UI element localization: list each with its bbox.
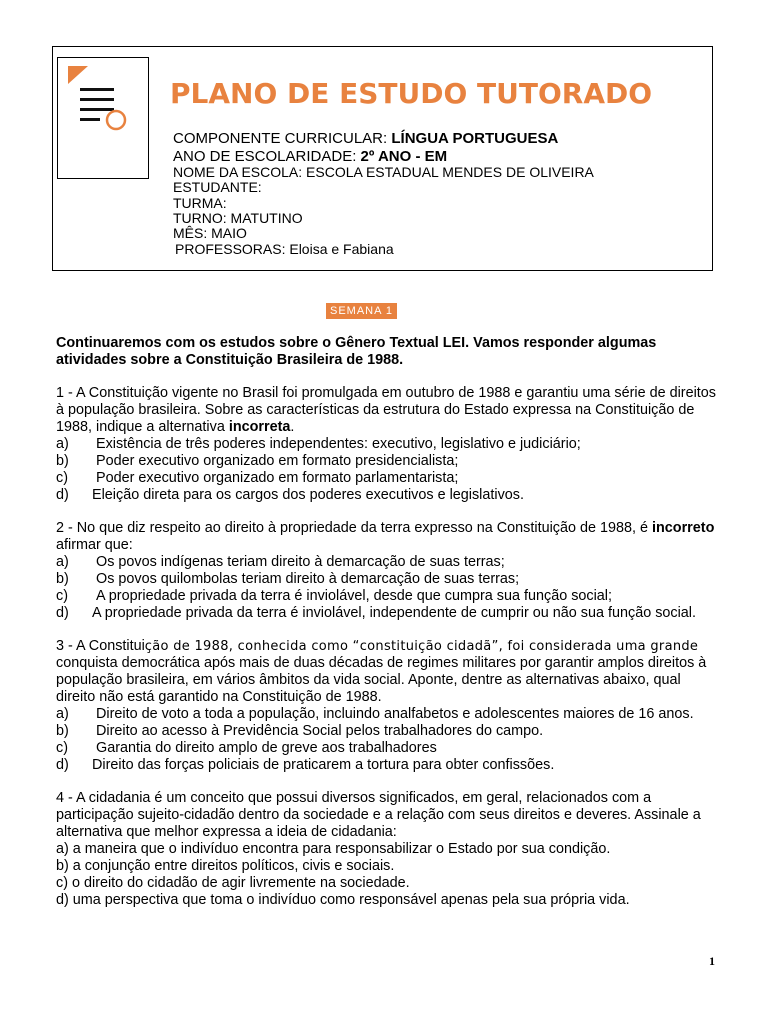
- ano-value: 2º ANO - EM: [360, 148, 448, 165]
- professoras-line: PROFESSORAS: Eloisa e Fabiana: [175, 241, 394, 257]
- option-letter: b): [56, 571, 69, 587]
- option-text: Garantia do direito amplo de greve aos trabalhadores: [96, 740, 437, 756]
- question-2: [56, 520, 716, 622]
- question-3-stem-rest: conquista democrática após mais de duas décadas de regimes militares por garantir amplos direitos à população brasileira, em vários âmbitos da vida social. Aponte, dentre as alternativas abaixo, qual direito não está garantido na Constituição de 1988.: [56, 655, 707, 705]
- option-letter: a): [56, 436, 69, 452]
- question-2-option-a: [56, 554, 716, 571]
- option-letter: a): [56, 706, 69, 722]
- option-letter: c): [56, 470, 68, 486]
- option-text: Poder executivo organizado em formato parlamentarista;: [96, 470, 459, 486]
- question-1-option-d: [56, 487, 716, 504]
- question-1-stem: [56, 385, 716, 436]
- turno-line: TURNO: MATUTINO: [173, 210, 303, 226]
- option-letter: b): [56, 723, 69, 739]
- question-3-stem: [56, 638, 716, 706]
- option-letter: d): [56, 487, 69, 503]
- question-2-stem-text: 2 - No que diz respeito ao direito à propriedade da terra expresso na Constituição de 1988, é: [56, 520, 652, 536]
- header-box: [52, 46, 713, 271]
- question-1-stem-bold: incorreta: [228, 419, 291, 435]
- question-3-option-d: [56, 757, 716, 774]
- componente-label: COMPONENTE CURRICULAR:: [173, 130, 392, 147]
- option-letter: c): [56, 588, 68, 604]
- option-text: Direito das forças policiais de praticarem a tortura para obter confissões.: [92, 757, 555, 773]
- option-text: Os povos indígenas teriam direito à demarcação de suas terras;: [96, 554, 505, 570]
- option-letter: a): [56, 554, 69, 570]
- estudante-line: ESTUDANTE:: [173, 179, 262, 195]
- option-text: Direito de voto a toda a população, incluindo analfabetos e adolescentes maiores de 16 anos.: [96, 706, 694, 722]
- question-2-stem: [56, 520, 716, 554]
- question-1-stem-text: 1 - A Constituição vigente no Brasil foi promulgada em outubro de 1988 e garantiu uma série de direitos à população brasileira. Sobre as características da estrutura do Estado expressa na Constituição de 1988, indique a alternativa: [56, 385, 716, 435]
- question-3-option-a: [56, 706, 716, 723]
- option-text: A propriedade privada da terra é inviolável, independente de cumprir ou não sua função social.: [92, 605, 696, 621]
- option-text: Os povos quilombolas teriam direito à demarcação de suas terras;: [96, 571, 520, 587]
- option-text: Existência de três poderes independentes: executivo, legislativo e judiciário;: [96, 436, 581, 452]
- question-2-option-c: [56, 588, 716, 605]
- question-4-option-d: d) uma perspectiva que toma o indivíduo como responsável apenas pela sua própria vida.: [56, 892, 630, 908]
- option-letter: d): [56, 757, 69, 773]
- question-1: [56, 385, 716, 504]
- turma-line: TURMA:: [173, 195, 227, 211]
- question-3-option-b: [56, 723, 716, 740]
- week-tag: SEMANA 1: [326, 303, 397, 319]
- ano-label: ANO DE ESCOLARIDADE:: [173, 148, 361, 165]
- question-1-option-b: [56, 453, 716, 470]
- option-text: Poder executivo organizado em formato presidencialista;: [96, 453, 459, 469]
- intro-paragraph: Continuaremos com os estudos sobre o Gênero Textual LEI. Vamos responder algumas atividades sobre a Constituição Brasileira de 1988.: [56, 335, 657, 368]
- document-icon: [57, 57, 149, 179]
- question-1-option-a: [56, 436, 716, 453]
- question-2-option-d: [56, 605, 716, 622]
- option-letter: d): [56, 605, 69, 621]
- mes-line: MÊS: MAIO: [173, 225, 247, 241]
- document-body: [56, 335, 716, 925]
- page-number: 1: [709, 954, 715, 968]
- question-4-stem: 4 - A cidadania é um conceito que possui diversos significados, em geral, relacionados com a participação sujeito-cidadão dentro da sociedade e a relação com seus direitos e deveres. Assinale a alternativa que melhor expressa a ideia de cidadania:: [56, 790, 701, 840]
- componente-value: LÍNGUA PORTUGUESA: [391, 130, 559, 147]
- question-4-option-a: a) a maneira que o indivíduo encontra para responsabilizar o Estado por sua condição.: [56, 841, 611, 857]
- option-letter: b): [56, 453, 69, 469]
- question-4-option-c: c) o direito do cidadão de agir livremente na sociedade.: [56, 875, 410, 891]
- option-letter: c): [56, 740, 68, 756]
- question-2-stem-bold: incorreto: [651, 520, 715, 536]
- question-1-stem-end: .: [290, 419, 295, 435]
- question-3-option-c: [56, 740, 716, 757]
- option-text: Eleição direta para os cargos dos poderes executivos e legislativos.: [92, 487, 524, 503]
- escola-line: NOME DA ESCOLA: ESCOLA ESTADUAL MENDES DE OLIVEIRA: [173, 164, 594, 180]
- ano-line: [173, 148, 447, 165]
- question-3: [56, 638, 716, 774]
- page-title: PLANO DE ESTUDO TUTORADO: [170, 77, 653, 110]
- question-4-option-b: b) a conjunção entre direitos políticos, civis e sociais.: [56, 858, 395, 874]
- componente-line: [173, 130, 558, 147]
- question-2-stem-end: afirmar que:: [56, 537, 133, 553]
- question-3-stem-alt-font: ção de 1988, conhecida como “constituição cidadã”, foi considerada uma grande: [144, 639, 699, 654]
- question-1-option-c: [56, 470, 716, 487]
- question-2-option-b: [56, 571, 716, 588]
- question-4: [56, 790, 716, 909]
- option-text: A propriedade privada da terra é inviolável, desde que cumpra sua função social;: [96, 588, 612, 604]
- question-3-stem-text: 3 - A Constitui: [56, 638, 145, 654]
- option-text: Direito ao acesso à Previdência Social pelos trabalhadores do campo.: [96, 723, 544, 739]
- document-icon-graphic: [58, 58, 150, 180]
